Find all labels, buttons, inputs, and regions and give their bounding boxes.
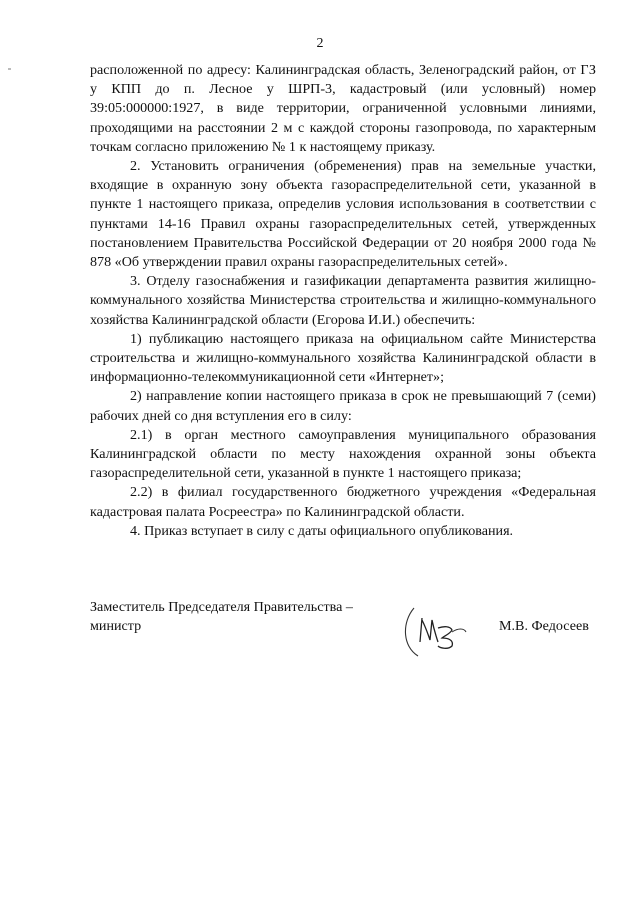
- signatory-title-line-1: Заместитель Председателя Правительства –: [90, 599, 353, 615]
- paragraph-3: 3. Отделу газоснабжения и газификации департамента развития жилищно-коммунального хозяйства Министерства строительства и жилищно-коммунального хозяйства Калининградской области (Егорова И.И.) обеспечить:: [90, 273, 596, 328]
- signatory-title: [90, 598, 353, 636]
- document-body: [90, 61, 596, 541]
- subitem-2: 2) направление копии настоящего приказа в срок не превышающий 7 (семи) рабочих дней со дня вступления его в силу:: [90, 388, 596, 424]
- subitem-2-2: 2.2) в филиал государственного бюджетного учреждения «Федеральная кадастровая палата Росреестра» по Калининградской области.: [90, 484, 596, 520]
- paragraph-1-continuation: расположенной по адресу: Калининградская область, Зеленоградский район, от ГЗ у КПП до п. Лесное у ШРП-3, кадастровый (или условный) номер 39:05:000000:1927, в виде территории, ограниченной условными линиями, проходящими на расстоянии 2 м с каждой стороны газопровода, по характерным точкам согласно приложению № 1 к настоящему приказу.: [90, 62, 596, 155]
- page-number: 2: [316, 36, 324, 51]
- paragraph-2: 2. Установить ограничения (обременения) прав на земельные участки, входящие в охранную зону объекта газораспределительной сети, указанной в пункте 1 настоящего приказа, определив условия использования в соответствии с пунктами 14-16 Правил охраны газораспределительных сетей, утвержденных постановлением Правительства Российской Федерации от 20 ноября 2000 года № 878 «Об утверждении правил охраны газораспределительных сетей».: [90, 158, 596, 271]
- subitem-1: 1) публикацию настоящего приказа на официальном сайте Министерства строительства и жилищно-коммунального хозяйства Калининградской области в информационно-телекоммуникационной сети «Интернет»;: [90, 330, 596, 386]
- scan-speck: [8, 68, 11, 70]
- handwritten-signature: [400, 598, 478, 662]
- signatory-title-line-2: министр: [90, 618, 142, 635]
- subitem-2-1: 2.1) в орган местного самоуправления муниципального образования Калининградской области по месту нахождения охранной зоны объекта газораспределительной сети, указанной в пункте 1 настоящего приказа;: [90, 426, 596, 482]
- paragraph-4: 4. Приказ вступает в силу с даты официального опубликования.: [130, 522, 514, 539]
- signatory-name: М.В. Федосеев: [499, 618, 589, 634]
